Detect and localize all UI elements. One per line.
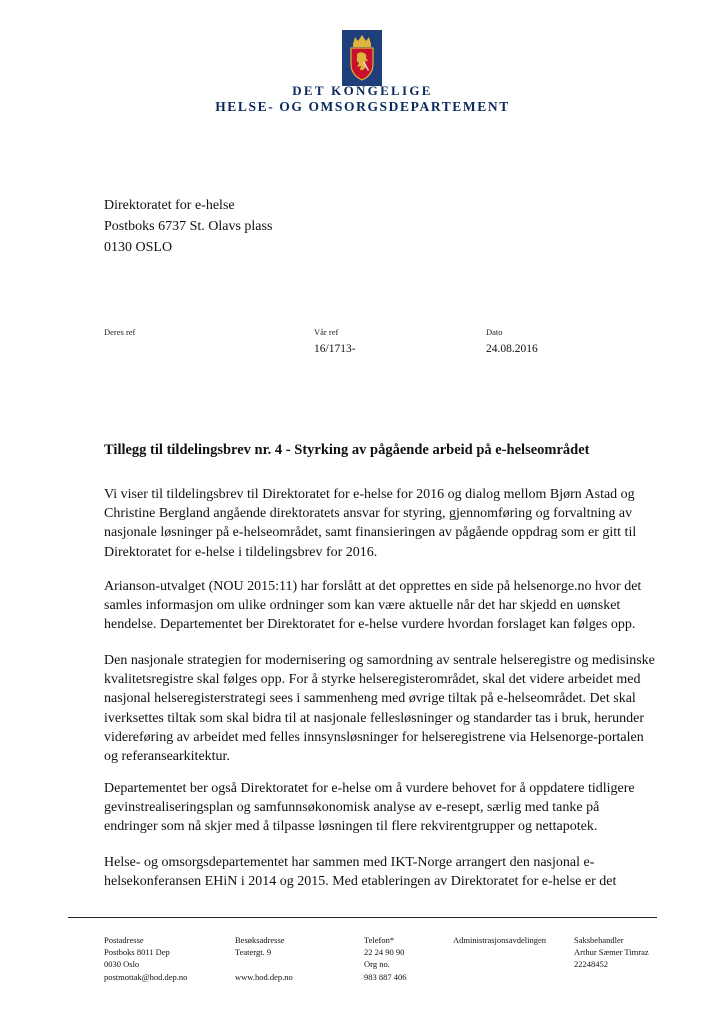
paragraph-line: Christine Bergland angående direktoratets ansvar for styring, gjennomføring og forvaltning av [104,506,633,522]
paragraph-line: videreføring av arbeidet med felles innsynsløsninger for helseregistrene via Helsenorge-portalen [104,729,644,745]
paragraph-line: Helse- og omsorgsdepartementet har sammen med IKT-Norge arrangert den nasjonal e- [104,855,595,870]
footer-text: 22 24 90 90 [364,947,405,958]
paragraph [104,651,655,766]
recipient-address [104,195,272,258]
paragraph-line: endringer som nå skjer med å tilpasse løsningen til flere rekvirentgrupper og nettapotek. [104,819,598,835]
paragraph-line: nasjonale løsninger på e-helseområdet, samt finansieringen av pågående oppdrag som er gitt til [104,525,637,541]
footer-text: 0030 Oslo [104,959,140,970]
paragraph-line: hendelse. Departementet ber Direktoratet for e-helse vurdere hvordan forslaget kan følges opp. [104,617,636,633]
paragraph-line: gevinstrealiseringsplan og samfunnsøkonomisk analyse av e-resept, særlig med tanke på [104,800,600,816]
footer-heading: Besøksadresse [235,935,285,945]
paragraph-line: nasjonal helseregisterstrategi sees i sammenheng med øvrige tiltak på e-helseområdet. Det skal [104,691,636,707]
footer-text: 22248452 [574,959,608,970]
paragraph-line: og referansearkitektur. [104,749,230,765]
footer-avdeling [453,934,546,946]
footer-heading: Postadresse [104,935,144,945]
dato-label: Dato [486,327,503,337]
recipient-street: Postboks 6737 St. Olavs plass [104,219,273,234]
deres-ref-label: Deres ref [104,327,136,337]
footer-telefon [364,934,407,983]
footer-text: Teatergt. 9 [235,947,272,958]
paragraph-line: kvalitetsregistre skal følges opp. For å styrke helseregisterområdet, skal det videre arbeidet med [104,672,641,688]
footer-website: www.hod.dep.no [235,971,293,982]
footer-text: Postboks 8011 Dep [104,947,170,958]
footer-text: Arthur Sæmer Timraz [574,947,649,958]
norwegian-coat-of-arms-icon [342,30,382,86]
footer-saksbehandler [574,934,649,971]
footer-heading: Telefon* [364,935,395,945]
footer-postadresse [104,934,187,983]
paragraph-line: iverksettes tiltak som skal bidra til at nasjonale fellesløsninger og standarder tas i bruk, herunder [104,710,645,726]
department-line-1: DET KONGELIGE [292,83,433,98]
department-line-2: HELSE- OG OMSORGSDEPARTEMENT [215,99,510,114]
paragraph [104,577,649,635]
paragraph-line: samles informasjon om ulike ordninger som kan være aktuelle når det har skjedd en uønsket [104,598,621,614]
footer-divider [68,917,657,918]
footer-heading: Administrasjonsavdelingen [453,935,547,945]
var-ref-value: 16/1713- [314,343,356,355]
footer-besoksadresse [235,934,293,983]
footer-text [235,958,293,970]
paragraph-line: Den nasjonale strategien for modernisering og samordning av sentrale helseregistre og medisinske [104,653,655,668]
recipient-name: Direktoratet for e-helse [104,198,235,213]
footer-text: 983 887 406 [364,971,407,982]
paragraph-line: Direktoratet for e-helse i tildelingsbrev for 2016. [104,544,378,560]
footer-heading: Saksbehandler [574,935,624,945]
paragraph-line: Arianson-utvalget (NOU 2015:11) har forslått at det opprettes en side på helsenorge.no hvor det [104,579,642,594]
var-ref-label: Vår ref [314,327,339,337]
footer-text: Org no. [364,959,390,970]
paragraph [104,485,649,562]
letter-subject: Tillegg til tildelingsbrev nr. 4 - Styrking av pågående arbeid på e-helseområdet [104,442,590,458]
paragraph [104,853,649,891]
paragraph [104,779,649,837]
footer-email: postmottak@hod.dep.no [104,971,188,982]
dato-value: 24.08.2016 [486,343,538,355]
paragraph-line: Vi viser til tildelingsbrev til Direktoratet for e-helse for 2016 og dialog mellom Bjørn Astad og [104,487,635,502]
paragraph-line: Departementet ber også Direktoratet for e-helse om å vurdere behovet for å oppdatere tidligere [104,781,635,796]
paragraph-line: helsekonferansen EHiN i 2014 og 2015. Med etableringen av Direktoratet for e-helse er det [104,874,617,890]
recipient-postal: 0130 OSLO [104,240,173,255]
